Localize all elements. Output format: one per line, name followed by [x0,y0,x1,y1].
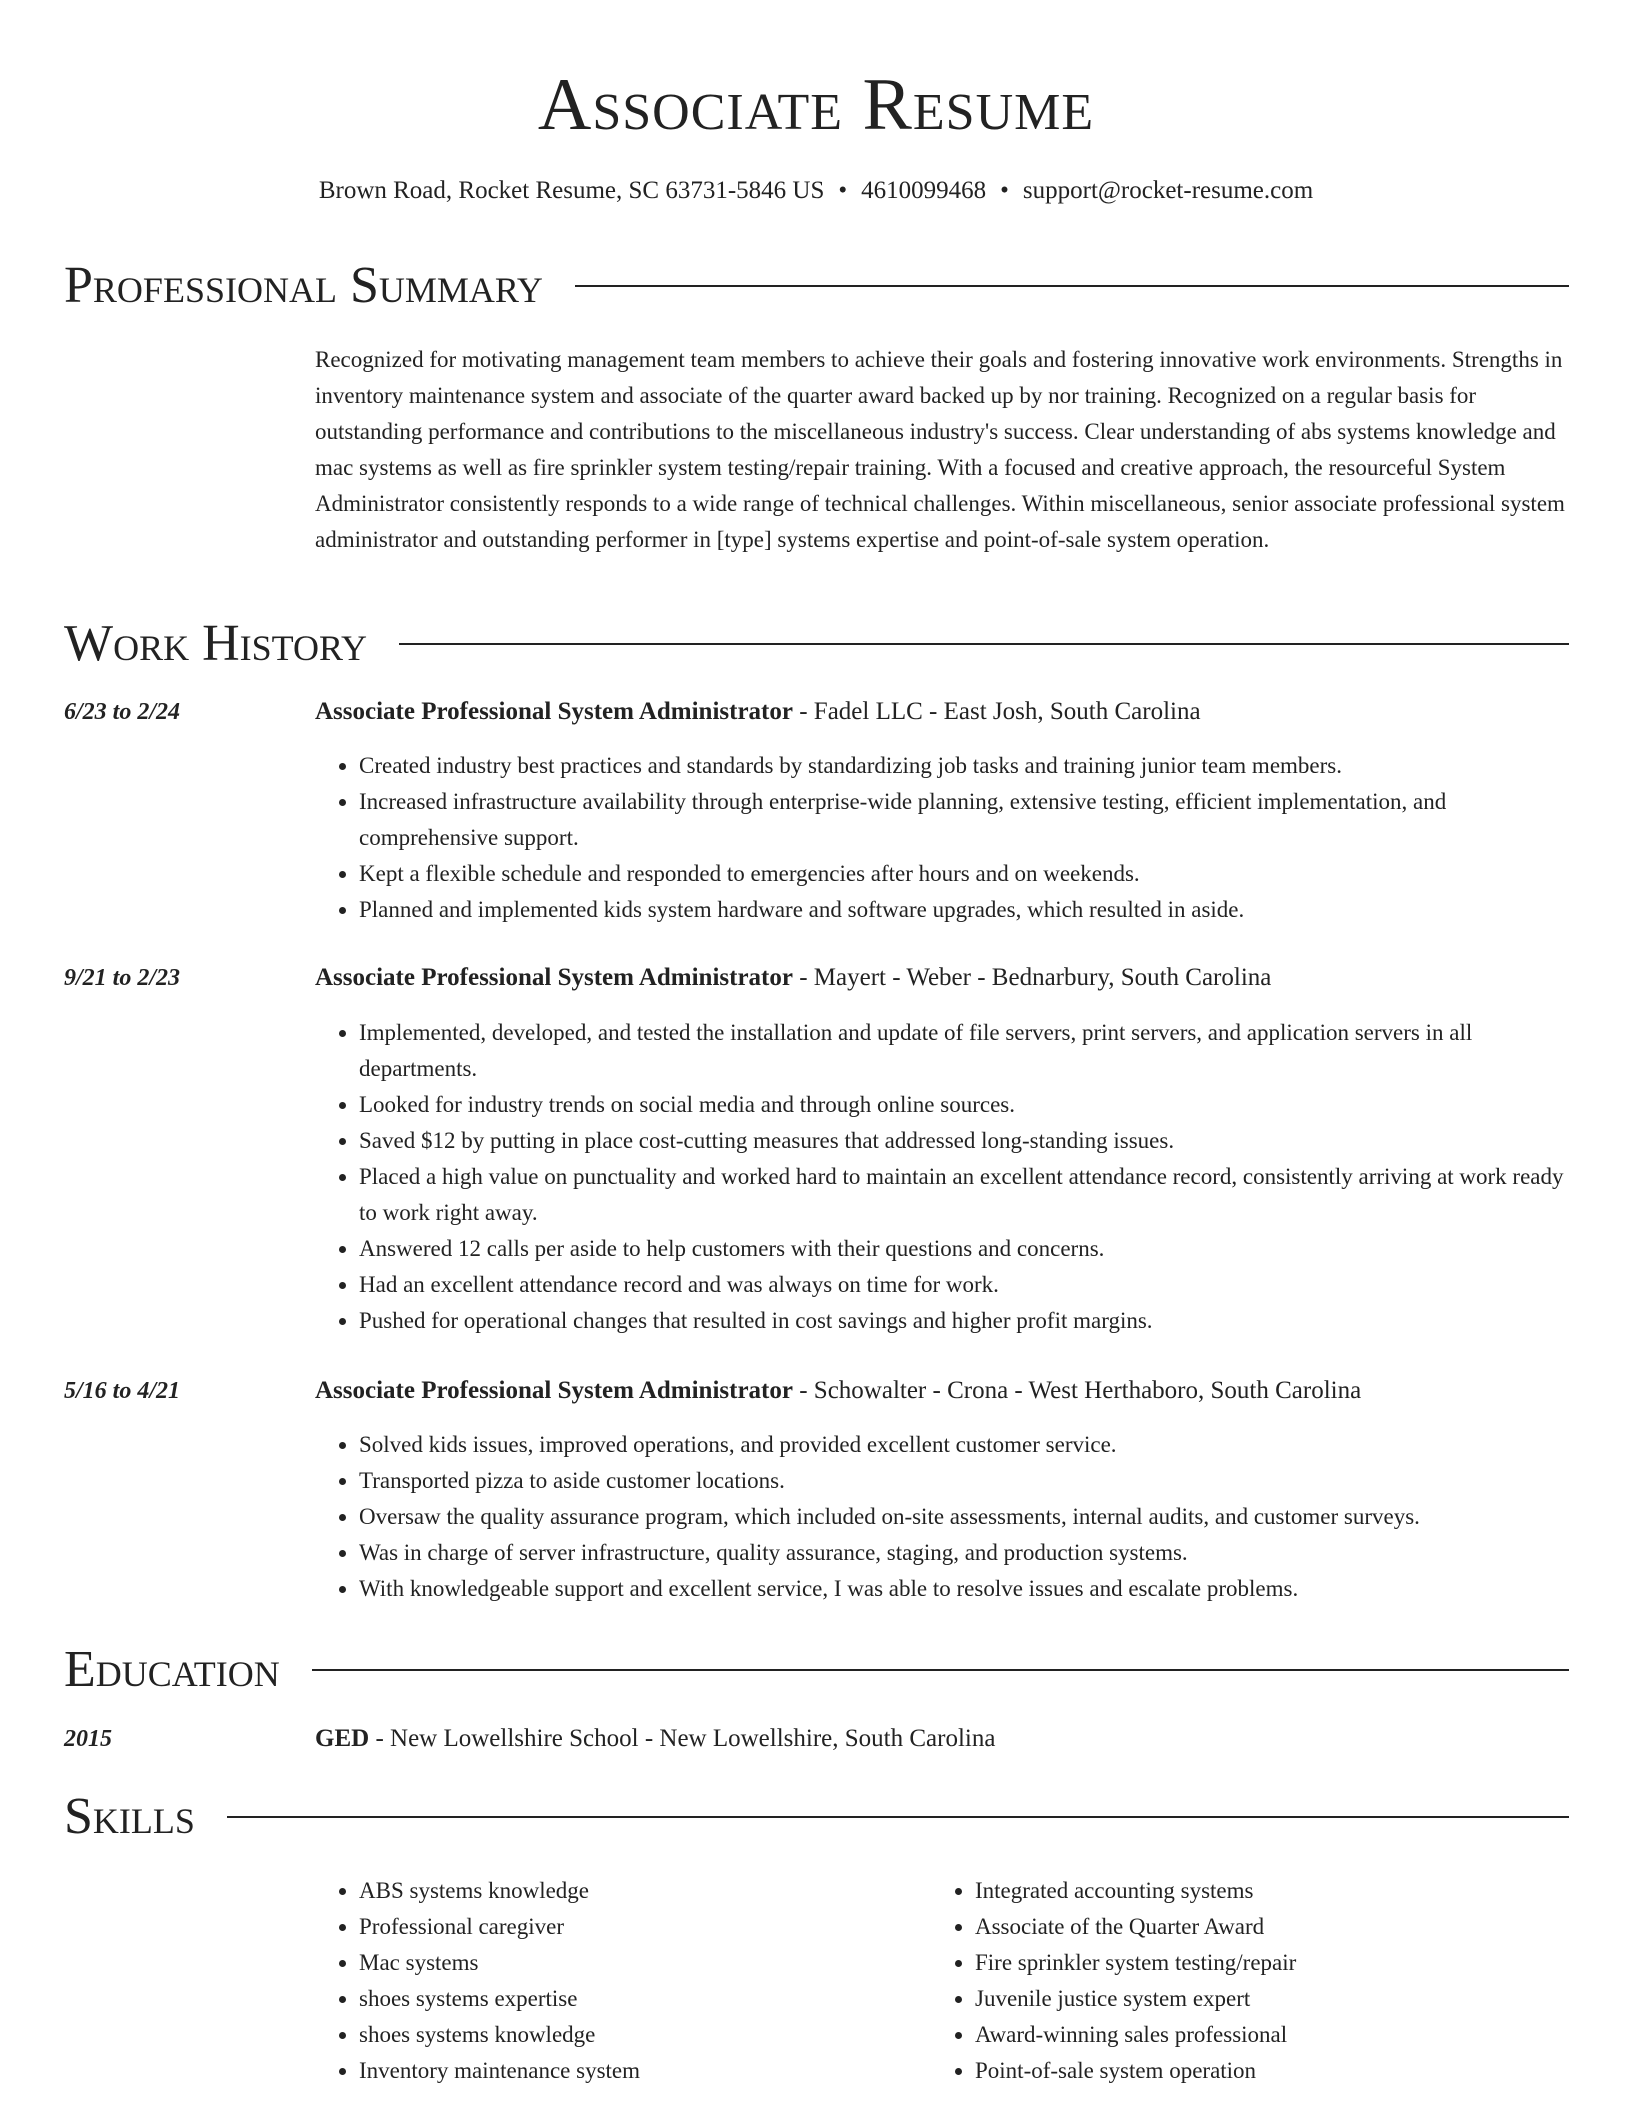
job-details: - Schowalter - Crona - West Herthaboro, South Carolina [792,1377,1362,1404]
list-item: • Pushed for operational changes that resulted in cost savings and higher profit margins. [359,1303,1569,1339]
contact-line [0,175,1632,207]
list-item: • Looked for industry trends on social media and through online sources. [359,1087,1569,1123]
contact-phone: 4610099468 [861,177,987,204]
education-section-header [64,1640,1569,1700]
contact-email: support@rocket-resume.com [1022,177,1314,204]
list-item: • Increased infrastructure availability through enterprise-wide planning, extensive testing, efficient implementation, and comprehensive support. [359,784,1569,856]
skill-item: • Juvenile justice system expert [975,1981,1569,2017]
list-item: • Placed a high value on punctuality and worked hard to maintain an excellent attendance record, consistently arriving at work ready to work right away. [359,1159,1569,1231]
skill-item: • Award-winning sales professional [975,2017,1569,2053]
skills-section-title: Skills [64,1788,195,1845]
section-divider [312,1669,1569,1671]
contact-separator: • [1000,177,1009,204]
skill-item: • Associate of the Quarter Award [975,1909,1569,1945]
skill-item: • Integrated accounting systems [975,1873,1569,1909]
section-divider [227,1816,1569,1818]
list-item: • Transported pizza to aside customer locations. [359,1463,1569,1499]
list-item: • Created industry best practices and standards by standardizing job tasks and training junior team members. [359,748,1569,784]
contact-separator: • [838,177,848,204]
skill-item: • ABS systems knowledge [359,1873,925,1909]
job-heading [315,962,1569,994]
job-details: - Fadel LLC - East Josh, South Carolina [792,698,1201,725]
education-section-title: Education [64,1641,280,1698]
list-item: • Saved $12 by putting in place cost-cutting measures that addressed long-standing issues. [359,1123,1569,1159]
list-item: • Kept a flexible schedule and responded to emergencies after hours and on weekends. [359,856,1569,892]
section-divider [575,285,1569,287]
list-item: • Implemented, developed, and tested the installation and update of file servers, print servers, and application servers in all departments. [359,1015,1569,1087]
resume-name: Associate Resume [537,64,1095,146]
job-heading [315,1375,1569,1407]
summary-section-title: Professional Summary [64,257,543,314]
skills-section-header [64,1787,1569,1847]
education-details: - New Lowellshire School - New Lowellshire, South Carolina [369,1725,996,1752]
job-title: Associate Professional System Administrator [315,1377,793,1404]
contact-address: Brown Road, Rocket Resume, SC 63731-5846 US [318,177,825,204]
skill-item: • shoes systems knowledge [359,2017,925,2053]
list-item: • With knowledgeable support and excellent service, I was able to resolve issues and escalate problems. [359,1571,1569,1607]
skill-item: • Mac systems [359,1945,925,1981]
job-bullets [315,1015,1569,1339]
summary-text: Recognized for motivating management team members to achieve their goals and fostering innovative work environments. Strengths in inventory maintenance system and associate of the quarter award backed up by nor training. Recognized on a regular basis for outstanding performance and contributions to the miscellaneous industry's success. Clear understanding of abs systems knowledge and mac systems as well as fire sprinkler system testing/repair training. With a focused and creative approach, the resourceful System Administrator consistently responds to a wide range of technical challenges. Within miscellaneous, senior associate professional system administrator and outstanding performer in [type] systems expertise and point-of-sale system operation. [315,347,1565,552]
skill-item: • Fire sprinkler system testing/repair [975,1945,1569,1981]
list-item: • Had an excellent attendance record and was always on time for work. [359,1267,1569,1303]
education-degree: GED [315,1725,370,1752]
job-dates: 6/23 to 2/24 [64,699,181,725]
skill-item: • shoes systems expertise [359,1981,925,2017]
skill-item: • Inventory maintenance system [359,2053,925,2089]
job-title: Associate Professional System Administrator [315,698,793,725]
skill-item: • Professional caregiver [359,1909,925,1945]
section-divider [399,643,1569,645]
skills-list-left [315,1873,925,2089]
job-dates: 5/16 to 4/21 [64,1378,181,1404]
summary-section-header [64,256,1569,316]
list-item: • Planned and implemented kids system hardware and software upgrades, which resulted in aside. [359,892,1569,928]
list-item: • Answered 12 calls per aside to help customers with their questions and concerns. [359,1231,1569,1267]
education-heading [315,1723,1569,1755]
education-year: 2015 [64,1726,112,1752]
list-item: • Was in charge of server infrastructure, quality assurance, staging, and production systems. [359,1535,1569,1571]
job-title: Associate Professional System Administrator [315,964,793,991]
skills-list-right [931,1873,1569,2089]
job-bullets [315,1427,1569,1607]
skill-item: • Point-of-sale system operation [975,2053,1569,2089]
job-details: - Mayert - Weber - Bednarbury, South Carolina [792,964,1272,991]
list-item: • Solved kids issues, improved operations, and provided excellent customer service. [359,1427,1569,1463]
work-section-title: Work History [64,615,368,672]
work-section-header [64,614,1569,674]
job-dates: 9/21 to 2/23 [64,965,181,991]
job-heading [315,696,1569,728]
list-item: • Oversaw the quality assurance program, which included on-site assessments, internal audits, and customer surveys. [359,1499,1569,1535]
job-bullets [315,748,1569,928]
